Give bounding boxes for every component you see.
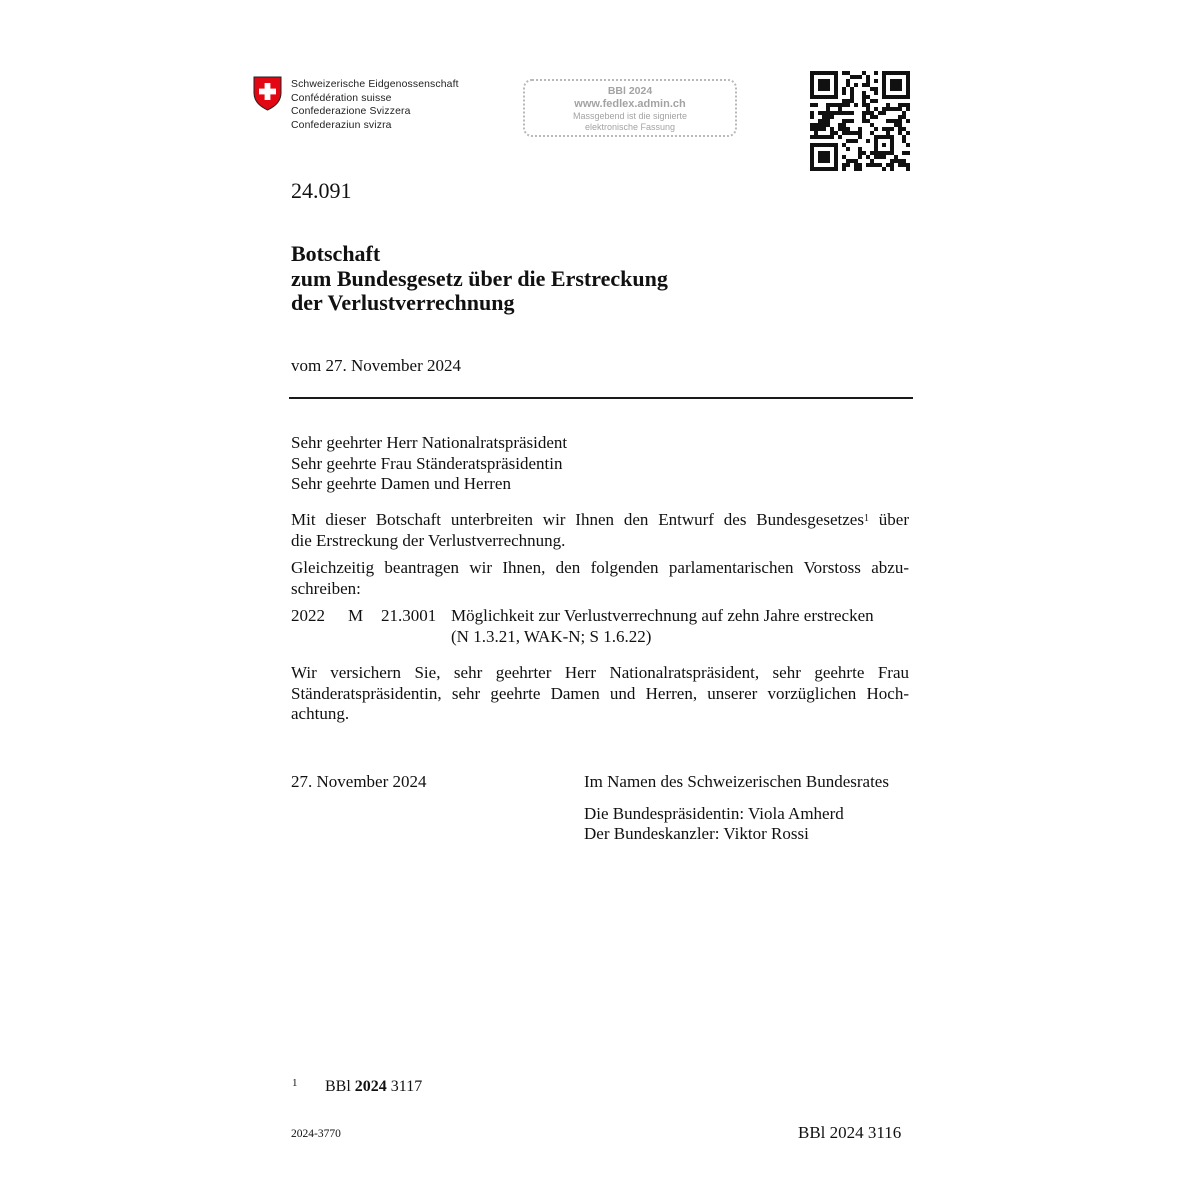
agency-line: Confederaziun svizra	[291, 119, 392, 131]
agency-name	[291, 78, 459, 132]
paragraph-line: achtung.	[291, 704, 350, 723]
paragraph-line: schreiben:	[291, 578, 361, 598]
salutation-line: Sehr geehrte Damen und Herren	[291, 474, 511, 493]
agency-line: Confederazione Svizzera	[291, 106, 411, 117]
motion-details: (N 1.3.21, WAK-N; S 1.6.22)	[451, 626, 652, 646]
salutation-line: Sehr geehrter Herr Nationalratspräsident	[291, 433, 568, 452]
motion-title: Möglichkeit zur Verlustverrechnung auf zehn Jahre erstrecken	[451, 606, 874, 625]
signature-on-behalf: Im Namen des Schweizerischen Bundesrates	[584, 772, 889, 791]
stamp-note: Massgebend ist die signierte	[572, 111, 688, 121]
title-line: Botschaft	[291, 241, 381, 266]
agency-line: Confédération suisse	[291, 92, 392, 104]
title-line: der Verlustverrechnung	[291, 290, 515, 315]
paragraph-intro	[291, 510, 909, 551]
qr-code-icon	[810, 71, 910, 171]
motion-type: M	[348, 606, 364, 625]
parliamentary-motion	[291, 606, 911, 648]
page-reference: BBl 2024 3116	[798, 1123, 902, 1142]
title-line: zum Bundesgesetz über die Erstreckung	[291, 265, 668, 291]
agency-line: Schweizerische Eidgenossenschaft	[291, 79, 459, 90]
paragraph-line: Wir versichern Sie, sehr geehrter Herr Nationalratspräsident, sehr geehrte Frau	[291, 663, 909, 682]
paragraph-closing	[291, 663, 909, 725]
stamp-title: BBl 2024	[607, 85, 653, 97]
divider	[289, 397, 913, 399]
document-number: 24.091	[291, 178, 352, 203]
paragraph-request	[291, 558, 909, 599]
footnote-text[interactable]: BBl 2024 3117	[325, 1078, 423, 1095]
salutation-line: Sehr geehrte Frau Ständeratspräsidentin	[291, 453, 563, 473]
signature-block	[584, 772, 889, 845]
stamp-note: elektronische Fassung	[584, 122, 676, 132]
paragraph-line: die Erstreckung der Verlustverrechnung.	[291, 530, 566, 550]
paragraph-line: Mit dieser Botschaft unterbreiten wir Ihnen den Entwurf des Bundesgesetzes$^1$ über	[291, 510, 909, 529]
footnote-reference[interactable]: 1	[863, 513, 869, 524]
signature-president: Die Bundespräsidentin: Viola Amherd	[584, 803, 844, 823]
stamp-url[interactable]: www.fedlex.admin.ch	[574, 98, 686, 110]
footnote-number: 1	[292, 1077, 298, 1089]
swiss-cross-icon	[253, 76, 282, 111]
motion-number: 21.3001	[381, 606, 437, 625]
document-date: vom 27. November 2024	[291, 356, 461, 375]
paragraph-line: Ständeratspräsidentin, sehr geehrte Damen und Herren, unserer vorzüglichen Hoch-	[291, 683, 909, 703]
document-title	[291, 242, 668, 316]
paragraph-line: Gleichzeitig beantragen wir Ihnen, den folgenden parlamentarischen Vorstoss abzu-	[291, 558, 909, 577]
motion-year: 2022	[291, 606, 325, 625]
publication-stamp	[523, 79, 737, 137]
signature-date: 27. November 2024	[291, 772, 427, 791]
signature-chancellor: Der Bundeskanzler: Viktor Rossi	[584, 824, 809, 843]
salutation	[291, 433, 567, 495]
document-id: 2024-3770	[291, 1128, 341, 1140]
